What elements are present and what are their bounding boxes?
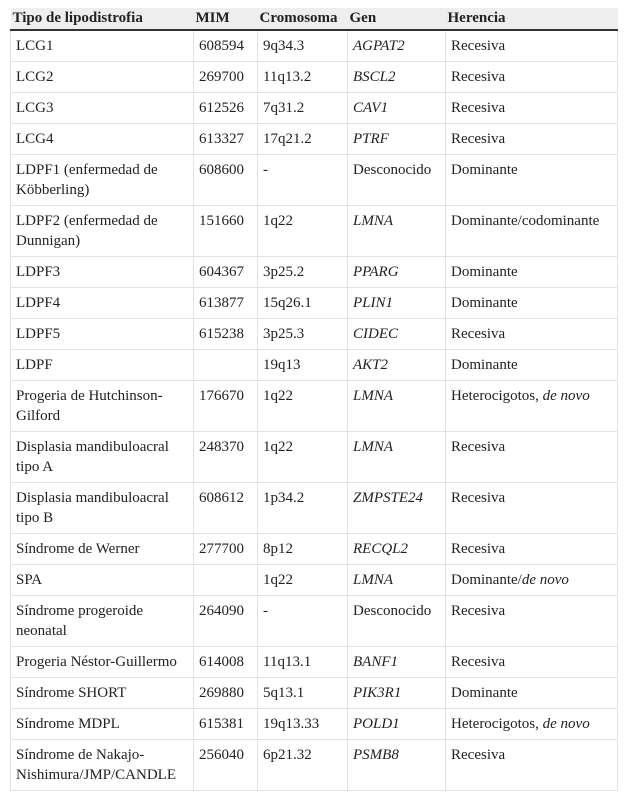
cell-tipo: LCG1 <box>11 30 194 62</box>
cell-mim: 613877 <box>194 288 258 319</box>
cell-herencia: Recesiva <box>446 124 618 155</box>
cell-tipo: Displasia mandibuloacral tipo B <box>11 483 194 534</box>
herencia-text: Heterocigotos, <box>451 388 543 404</box>
cell-mim: 277700 <box>194 534 258 565</box>
cell-herencia: Recesiva <box>446 319 618 350</box>
table-row <box>11 350 618 381</box>
cell-mim: 264090 <box>194 596 258 647</box>
lipodystrophy-table <box>10 8 618 791</box>
cell-mim: 176670 <box>194 381 258 432</box>
cell-mim: 248370 <box>194 432 258 483</box>
cell-mim: 612526 <box>194 93 258 124</box>
cell-cromosoma: 17q21.2 <box>258 124 348 155</box>
cell-gen: LMNA <box>348 432 446 483</box>
table-row <box>11 288 618 319</box>
cell-tipo: LCG3 <box>11 93 194 124</box>
cell-herencia: Dominante <box>446 350 618 381</box>
cell-gen: AKT2 <box>348 350 446 381</box>
cell-cromosoma: - <box>258 155 348 206</box>
cell-herencia: Recesiva <box>446 432 618 483</box>
table-row <box>11 432 618 483</box>
cell-mim: 608600 <box>194 155 258 206</box>
cell-tipo: LDPF5 <box>11 319 194 350</box>
cell-cromosoma: 8p12 <box>258 534 348 565</box>
table-row <box>11 678 618 709</box>
cell-tipo: LCG4 <box>11 124 194 155</box>
cell-herencia: Recesiva <box>446 740 618 791</box>
cell-mim: 608594 <box>194 30 258 62</box>
cell-gen: LMNA <box>348 381 446 432</box>
table-row <box>11 30 618 62</box>
cell-herencia: Dominante <box>446 155 618 206</box>
cell-cromosoma: 6p21.32 <box>258 740 348 791</box>
cell-tipo: LDPF <box>11 350 194 381</box>
table-row <box>11 319 618 350</box>
cell-cromosoma: 11q13.2 <box>258 62 348 93</box>
cell-cromosoma: 19q13.33 <box>258 709 348 740</box>
cell-tipo: Progeria de Hutchinson-Gilford <box>11 381 194 432</box>
cell-gen: PPARG <box>348 257 446 288</box>
cell-herencia: Recesiva <box>446 93 618 124</box>
cell-tipo: Síndrome MDPL <box>11 709 194 740</box>
cell-tipo: LDPF4 <box>11 288 194 319</box>
cell-cromosoma: - <box>258 596 348 647</box>
table-row <box>11 534 618 565</box>
cell-gen: PLIN1 <box>348 288 446 319</box>
cell-gen: ZMPSTE24 <box>348 483 446 534</box>
cell-cromosoma: 11q13.1 <box>258 647 348 678</box>
cell-tipo: LCG2 <box>11 62 194 93</box>
table-row <box>11 647 618 678</box>
cell-cromosoma: 1q22 <box>258 206 348 257</box>
cell-cromosoma: 1q22 <box>258 565 348 596</box>
cell-mim: 608612 <box>194 483 258 534</box>
cell-mim: 269700 <box>194 62 258 93</box>
cell-cromosoma: 3p25.3 <box>258 319 348 350</box>
cell-herencia <box>446 709 618 740</box>
header-cromosoma: Cromosoma <box>258 8 348 30</box>
table-body <box>11 30 618 791</box>
cell-tipo: Progeria Néstor-Guillermo <box>11 647 194 678</box>
cell-mim: 615238 <box>194 319 258 350</box>
cell-tipo: Síndrome de Werner <box>11 534 194 565</box>
cell-tipo: Síndrome progeroide neonatal <box>11 596 194 647</box>
cell-cromosoma: 5q13.1 <box>258 678 348 709</box>
header-gen: Gen <box>348 8 446 30</box>
table-row <box>11 565 618 596</box>
cell-herencia: Recesiva <box>446 534 618 565</box>
table-row <box>11 124 618 155</box>
herencia-de-novo: de novo <box>542 716 590 732</box>
cell-tipo: SPA <box>11 565 194 596</box>
cell-cromosoma: 1q22 <box>258 432 348 483</box>
cell-herencia: Recesiva <box>446 647 618 678</box>
herencia-de-novo: de novo <box>542 388 590 404</box>
cell-herencia: Dominante <box>446 678 618 709</box>
herencia-text: Dominante/ <box>451 572 522 588</box>
cell-cromosoma: 3p25.2 <box>258 257 348 288</box>
table-row <box>11 483 618 534</box>
cell-mim: 151660 <box>194 206 258 257</box>
header-herencia: Herencia <box>446 8 618 30</box>
cell-gen: BSCL2 <box>348 62 446 93</box>
table-row <box>11 740 618 791</box>
cell-mim: 614008 <box>194 647 258 678</box>
cell-gen: POLD1 <box>348 709 446 740</box>
cell-cromosoma: 7q31.2 <box>258 93 348 124</box>
header-row <box>11 8 618 30</box>
cell-herencia <box>446 381 618 432</box>
cell-cromosoma: 9q34.3 <box>258 30 348 62</box>
cell-mim <box>194 565 258 596</box>
table-header <box>11 8 618 30</box>
cell-herencia: Recesiva <box>446 62 618 93</box>
table-row <box>11 709 618 740</box>
cell-mim: 269880 <box>194 678 258 709</box>
cell-gen: PTRF <box>348 124 446 155</box>
cell-mim <box>194 350 258 381</box>
cell-herencia: Dominante/codominante <box>446 206 618 257</box>
cell-gen: RECQL2 <box>348 534 446 565</box>
cell-tipo: Displasia mandibuloacral tipo A <box>11 432 194 483</box>
table-row <box>11 206 618 257</box>
cell-cromosoma: 1q22 <box>258 381 348 432</box>
cell-herencia: Recesiva <box>446 30 618 62</box>
cell-gen: CAV1 <box>348 93 446 124</box>
cell-mim: 604367 <box>194 257 258 288</box>
cell-gen: Desconocido <box>348 596 446 647</box>
cell-herencia: Recesiva <box>446 483 618 534</box>
herencia-de-novo: de novo <box>521 572 569 588</box>
cell-gen: LMNA <box>348 565 446 596</box>
cell-mim: 613327 <box>194 124 258 155</box>
cell-gen: BANF1 <box>348 647 446 678</box>
cell-tipo: LDPF3 <box>11 257 194 288</box>
cell-cromosoma: 19q13 <box>258 350 348 381</box>
herencia-text: Heterocigotos, <box>451 716 543 732</box>
header-mim: MIM <box>194 8 258 30</box>
table-row <box>11 62 618 93</box>
cell-gen: PIK3R1 <box>348 678 446 709</box>
cell-herencia: Dominante <box>446 288 618 319</box>
cell-herencia: Recesiva <box>446 596 618 647</box>
cell-gen: CIDEC <box>348 319 446 350</box>
table-row <box>11 93 618 124</box>
table-row <box>11 257 618 288</box>
cell-tipo: Síndrome de Nakajo-Nishimura/JMP/CANDLE <box>11 740 194 791</box>
cell-tipo: LDPF1 (enfermedad de Köbberling) <box>11 155 194 206</box>
cell-gen: AGPAT2 <box>348 30 446 62</box>
table-row <box>11 381 618 432</box>
header-tipo: Tipo de lipodistrofia <box>11 8 194 30</box>
cell-tipo: Síndrome SHORT <box>11 678 194 709</box>
cell-mim: 615381 <box>194 709 258 740</box>
cell-herencia: Dominante <box>446 257 618 288</box>
table-row <box>11 596 618 647</box>
table-row <box>11 155 618 206</box>
cell-gen: LMNA <box>348 206 446 257</box>
cell-gen: PSMB8 <box>348 740 446 791</box>
cell-mim: 256040 <box>194 740 258 791</box>
cell-gen: Desconocido <box>348 155 446 206</box>
lipodystrophy-table-container <box>10 8 617 791</box>
cell-herencia <box>446 565 618 596</box>
cell-tipo: LDPF2 (enfermedad de Dunnigan) <box>11 206 194 257</box>
cell-cromosoma: 15q26.1 <box>258 288 348 319</box>
cell-cromosoma: 1p34.2 <box>258 483 348 534</box>
